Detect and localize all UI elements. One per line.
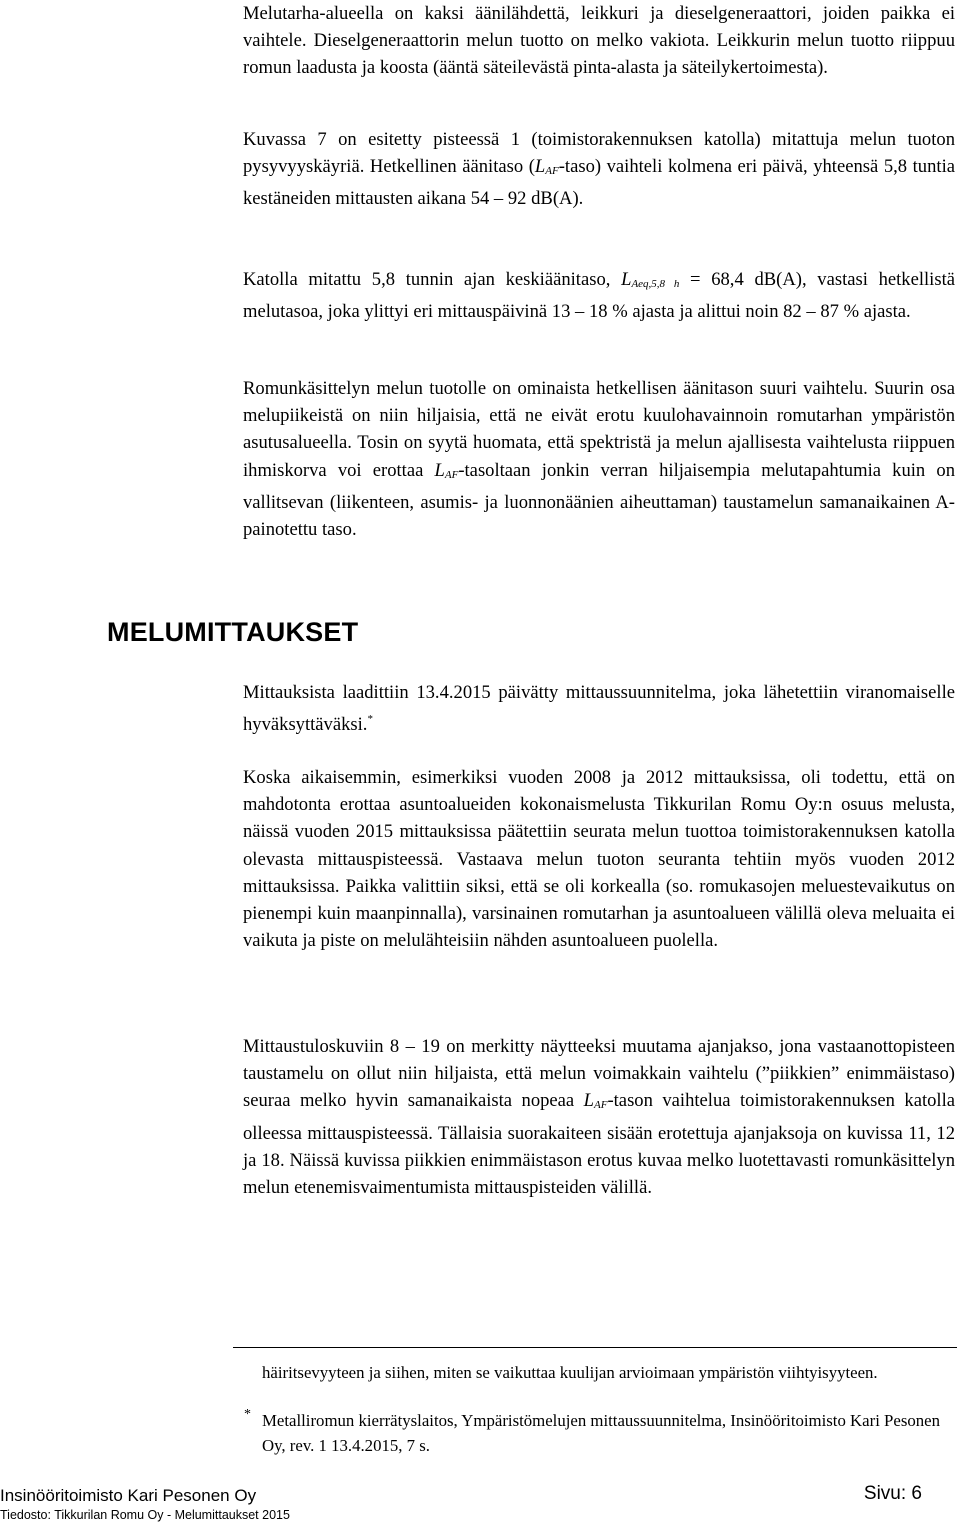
symbol-l: $L_{AF}$ xyxy=(434,459,459,481)
text: Romunkäsittelyn melun tuotolle on ominaista hetkellisen äänitason suuri vaihtelu. Suurin osa melupiikeistä on niin hiljaisia, että ne eivät erotu kuulohavainnoin romutarhan ympäristön asutusalueella. Tosin on syytä huomata, että spektristä ja melun ajallisesta vaihtelusta riippuen ihmiskorva voi erottaa xyxy=(243,378,955,481)
text: = 68,4 dB(A), vastasi hetkellistä melutasoa, joka ylittyi eri mittauspäivinä 13 – 18 % ajasta ja alittui noin 82 – 87 % ajasta. xyxy=(243,269,956,323)
symbol-l: $L_{AF}$ xyxy=(534,156,559,178)
text: Katolla mitattu 5,8 tunnin ajan keskiäänitaso, xyxy=(243,269,622,290)
paragraph-measurement-point: Koska aikaisemmin, esimerkiksi vuoden 2008 ja 2012 mittauksissa, oli todettu, että on mahdotonta erottaa asuntoalueiden kokonaismelusta Tikkurilan Romu Oy:n osuus melusta, näissä vuoden 2015 mittauksissa päätettiin seurata melun tuottoa toimistorakennuksen katolla olevasta mittauspisteessä. Vastaava melun tuoton seuranta tehtiin myös vuoden 2012 mittauksissa. Paikka valittiin siksi, että se oli korkealla (so. romukasojen meluestevaikutus on pienempi kuin maanpinnalla), varsinainen romutarhan ja asuntoalueen välillä oleva meluaita ei vaikuta ja piste on melulähteisiin nähden asuntoalueen puolella. xyxy=(243,767,955,952)
footnote-reference: * xyxy=(367,713,373,726)
text: Mittauksista laadittiin 13.4.2015 päivätty mittaussuunnitelma, joka lähetettiin viranomaiselle hyväksyttäväksi. xyxy=(243,682,955,736)
paragraph-level-variation xyxy=(243,375,955,543)
text: -taso) vaihteli kolmena eri päivä, yhteensä 5,8 tuntia kestäneiden mittausten aikana 54 – 92 dB(A). xyxy=(243,156,955,210)
text: -tasoltaan jonkin verran hiljaisempia melutapahtumia kuin on vallitsevan (liikenteen, asumis- ja luonnonäänien aiheuttaman) taustamelun samanaikainen A-painotettu taso. xyxy=(243,459,955,541)
text: Mittaustuloskuviin 8 – 19 on merkitty näytteeksi muutama ajanjakso, jona vastaanottopisteen taustamelu on ollut niin hiljaista, että melun voimakkain vaihtelu (”piikkien” enimmäistaso) seuraa melko hyvin samanaikaista nopeaa xyxy=(243,1036,955,1112)
paragraph-measurement-results xyxy=(243,1033,955,1201)
text: Kuvassa 7 on esitetty pisteessä 1 (toimistorakennuksen katolla) mitattuja melun tuoton pysyvyyskäyriä. Hetkellinen äänitaso ( xyxy=(243,129,955,178)
paragraph-persistence-curves xyxy=(243,126,955,213)
paragraph-measurement-plan xyxy=(243,679,955,738)
footer-filename: Tiedosto: Tikkurilan Romu Oy - Melumittaukset 2015 xyxy=(0,1508,290,1522)
paragraph-noise-sources: Melutarha-alueella on kaksi äänilähdettä, leikkuri ja dieselgeneraattori, joiden paikka ei vaihtele. Dieselgeneraattorin melun tuotto on melko vakiota. Leikkurin melun tuotto riippuu romun laadusta ja koosta (ääntä säteilevästä pinta-alasta ja säteilykertoimesta). xyxy=(243,3,955,79)
footnote-separator xyxy=(233,1347,957,1348)
footnote-continuation: häiritsevyyteen ja siihen, miten se vaikuttaa kuulijan arvioimaan ympäristön viihtyisyyteen. xyxy=(262,1363,878,1382)
symbol-l: $L_{Aeq,5,8 h}$ xyxy=(621,269,680,290)
section-heading: MELUMITTAUKSET xyxy=(107,617,359,647)
paragraph-average-level xyxy=(243,266,955,325)
footer-company: Insinööritoimisto Kari Pesonen Oy xyxy=(0,1486,257,1505)
footer-page-number: Sivu: 6 xyxy=(863,1483,922,1504)
footnote-reference-text: Metalliromun kierrätyslaitos, Ympäristömelujen mittaussuunnitelma, Insinööritoimisto Kari Pesonen Oy, rev. 1 13.4.2015, 7 s. xyxy=(262,1411,940,1455)
footnote-marker: * xyxy=(244,1407,251,1422)
text: -tason vaihtelua toimistorakennuksen katolla olleessa mittauspisteessä. Tällaisia suorakaiteen sisään erotettuja ajanjaksoja on kuvissa 11, 12 ja 18. Näissä kuvissa piikkien enimmäistason erotus kuvaa melko luotettavasti romunkäsittelyn melun etenemisvaimentumista mittauspisteiden välillä. xyxy=(243,1090,955,1199)
symbol-l: $L_{AF}$ xyxy=(583,1090,608,1112)
